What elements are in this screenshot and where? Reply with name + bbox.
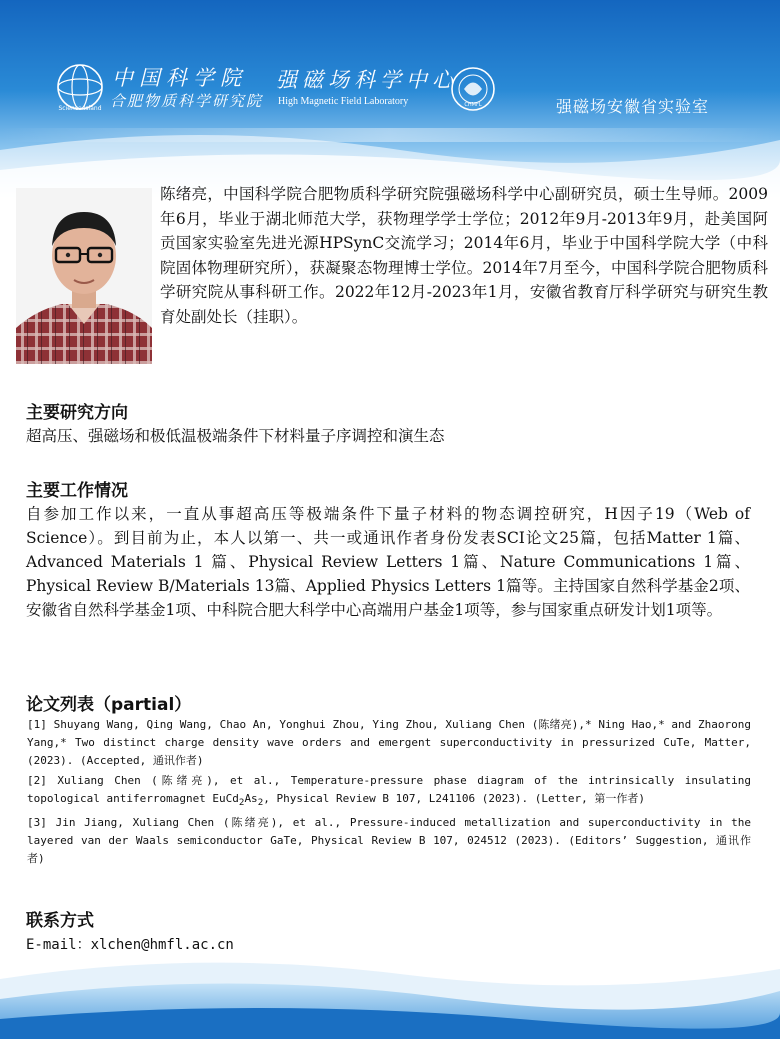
cas-logo-icon <box>54 62 106 112</box>
paper-text-part: As <box>244 792 258 805</box>
research-heading: 主要研究方向 <box>26 403 128 423</box>
hmfl-seal-icon <box>450 66 496 112</box>
subscript: 2 <box>257 797 264 809</box>
header-logos <box>54 62 514 118</box>
footer-wave-decoration <box>0 939 780 1039</box>
svg-text:Science Island: Science Island <box>58 105 102 112</box>
hmfl-name-cn: 强磁场科学中心 <box>276 68 458 92</box>
email-text: E-mail：xlchen@hmfl.ac.cn <box>26 937 234 953</box>
svg-text:CHMFL: CHMFL <box>464 102 482 108</box>
paper-item: [1] Shuyang Wang, Qing Wang, Chao An, Yonghui Zhou, Ying Zhou, Xuliang Chen (陈绪亮),* Ning Hao,* and Zhaorong Yang,* Two distinct charge density wave orders and emergent superconductivity in pressurized CuTe, Matter, (2023). (Accepted, 通讯作者) <box>27 718 751 767</box>
paper-list <box>27 716 751 870</box>
contact-heading: 联系方式 <box>26 911 94 931</box>
lab-name: 强磁场安徽省实验室 <box>556 97 710 116</box>
subscript: 2 <box>238 797 245 809</box>
cas-name: 中国科学院 <box>112 66 247 90</box>
work-heading: 主要工作情况 <box>26 481 128 501</box>
work-text: 自参加工作以来，一直从事超高压等极端条件下量子材料的物态调控研究，H因子19（Web of Science）。到目前为止，本人以第一、共一或通讯作者身份发表SCI论文25篇，包括Matter 1篇、Advanced Materials 1 篇、Physical Review Letters 1篇、Nature Communications 1篇、Physical Review B/Materials 13篇、Applied Physics Letters 1篇等。主持国家自然科学基金2项、安徽省自然科学基金1项、中科院合肥大科学中心高端用户基金1项等，参与国家重点研发计划1项等。 <box>26 505 750 619</box>
bio-text: 陈绪亮，中国科学院合肥物质科学研究院强磁场科学中心副研究员，硕士生导师。2009年6月，毕业于湖北师范大学，获物理学学士学位；2012年9月-2013年9月，赴美国阿贡国家实验室先进光源HPSynC交流学习；2014年6月，毕业于中国科学院大学（中科院固体物理研究所），获凝聚态物理博士学位。2014年7月至今，中国科学院合肥物质科学研究院从事科研工作。2022年12月-2023年1月，安徽省教育厅科学研究与研究生教育处副处长（挂职）。 <box>160 185 768 326</box>
hmfl-name-en: High Magnetic Field Laboratory <box>278 96 409 107</box>
paper-text-part: , Physical Review B 107, L241106 (2023). (Letter, 第一作者) <box>263 792 645 805</box>
research-text: 超高压、强磁场和极低温极端条件下材料量子序调控和演生态 <box>26 427 445 445</box>
paper-item: [3] Jin Jiang, Xuliang Chen (陈绪亮), et al., Pressure-induced metallization and superconductivity in the layered van der Waals semiconductor GaTe, Physical Review B 107, 024512 (2023). (Editors’ Suggestion, 通讯作者) <box>27 816 751 866</box>
portrait-photo <box>16 188 152 364</box>
institute-name: 合肥物质科学研究院 <box>110 92 264 110</box>
papers-heading: 论文列表（partial） <box>26 695 192 715</box>
paper-item <box>27 772 751 812</box>
paper-text-part: [2] Xuliang Chen (陈绪亮), et al., Temperature-pressure phase diagram of the intrinsically insulating topological antiferromagnet EuCd <box>27 774 751 805</box>
